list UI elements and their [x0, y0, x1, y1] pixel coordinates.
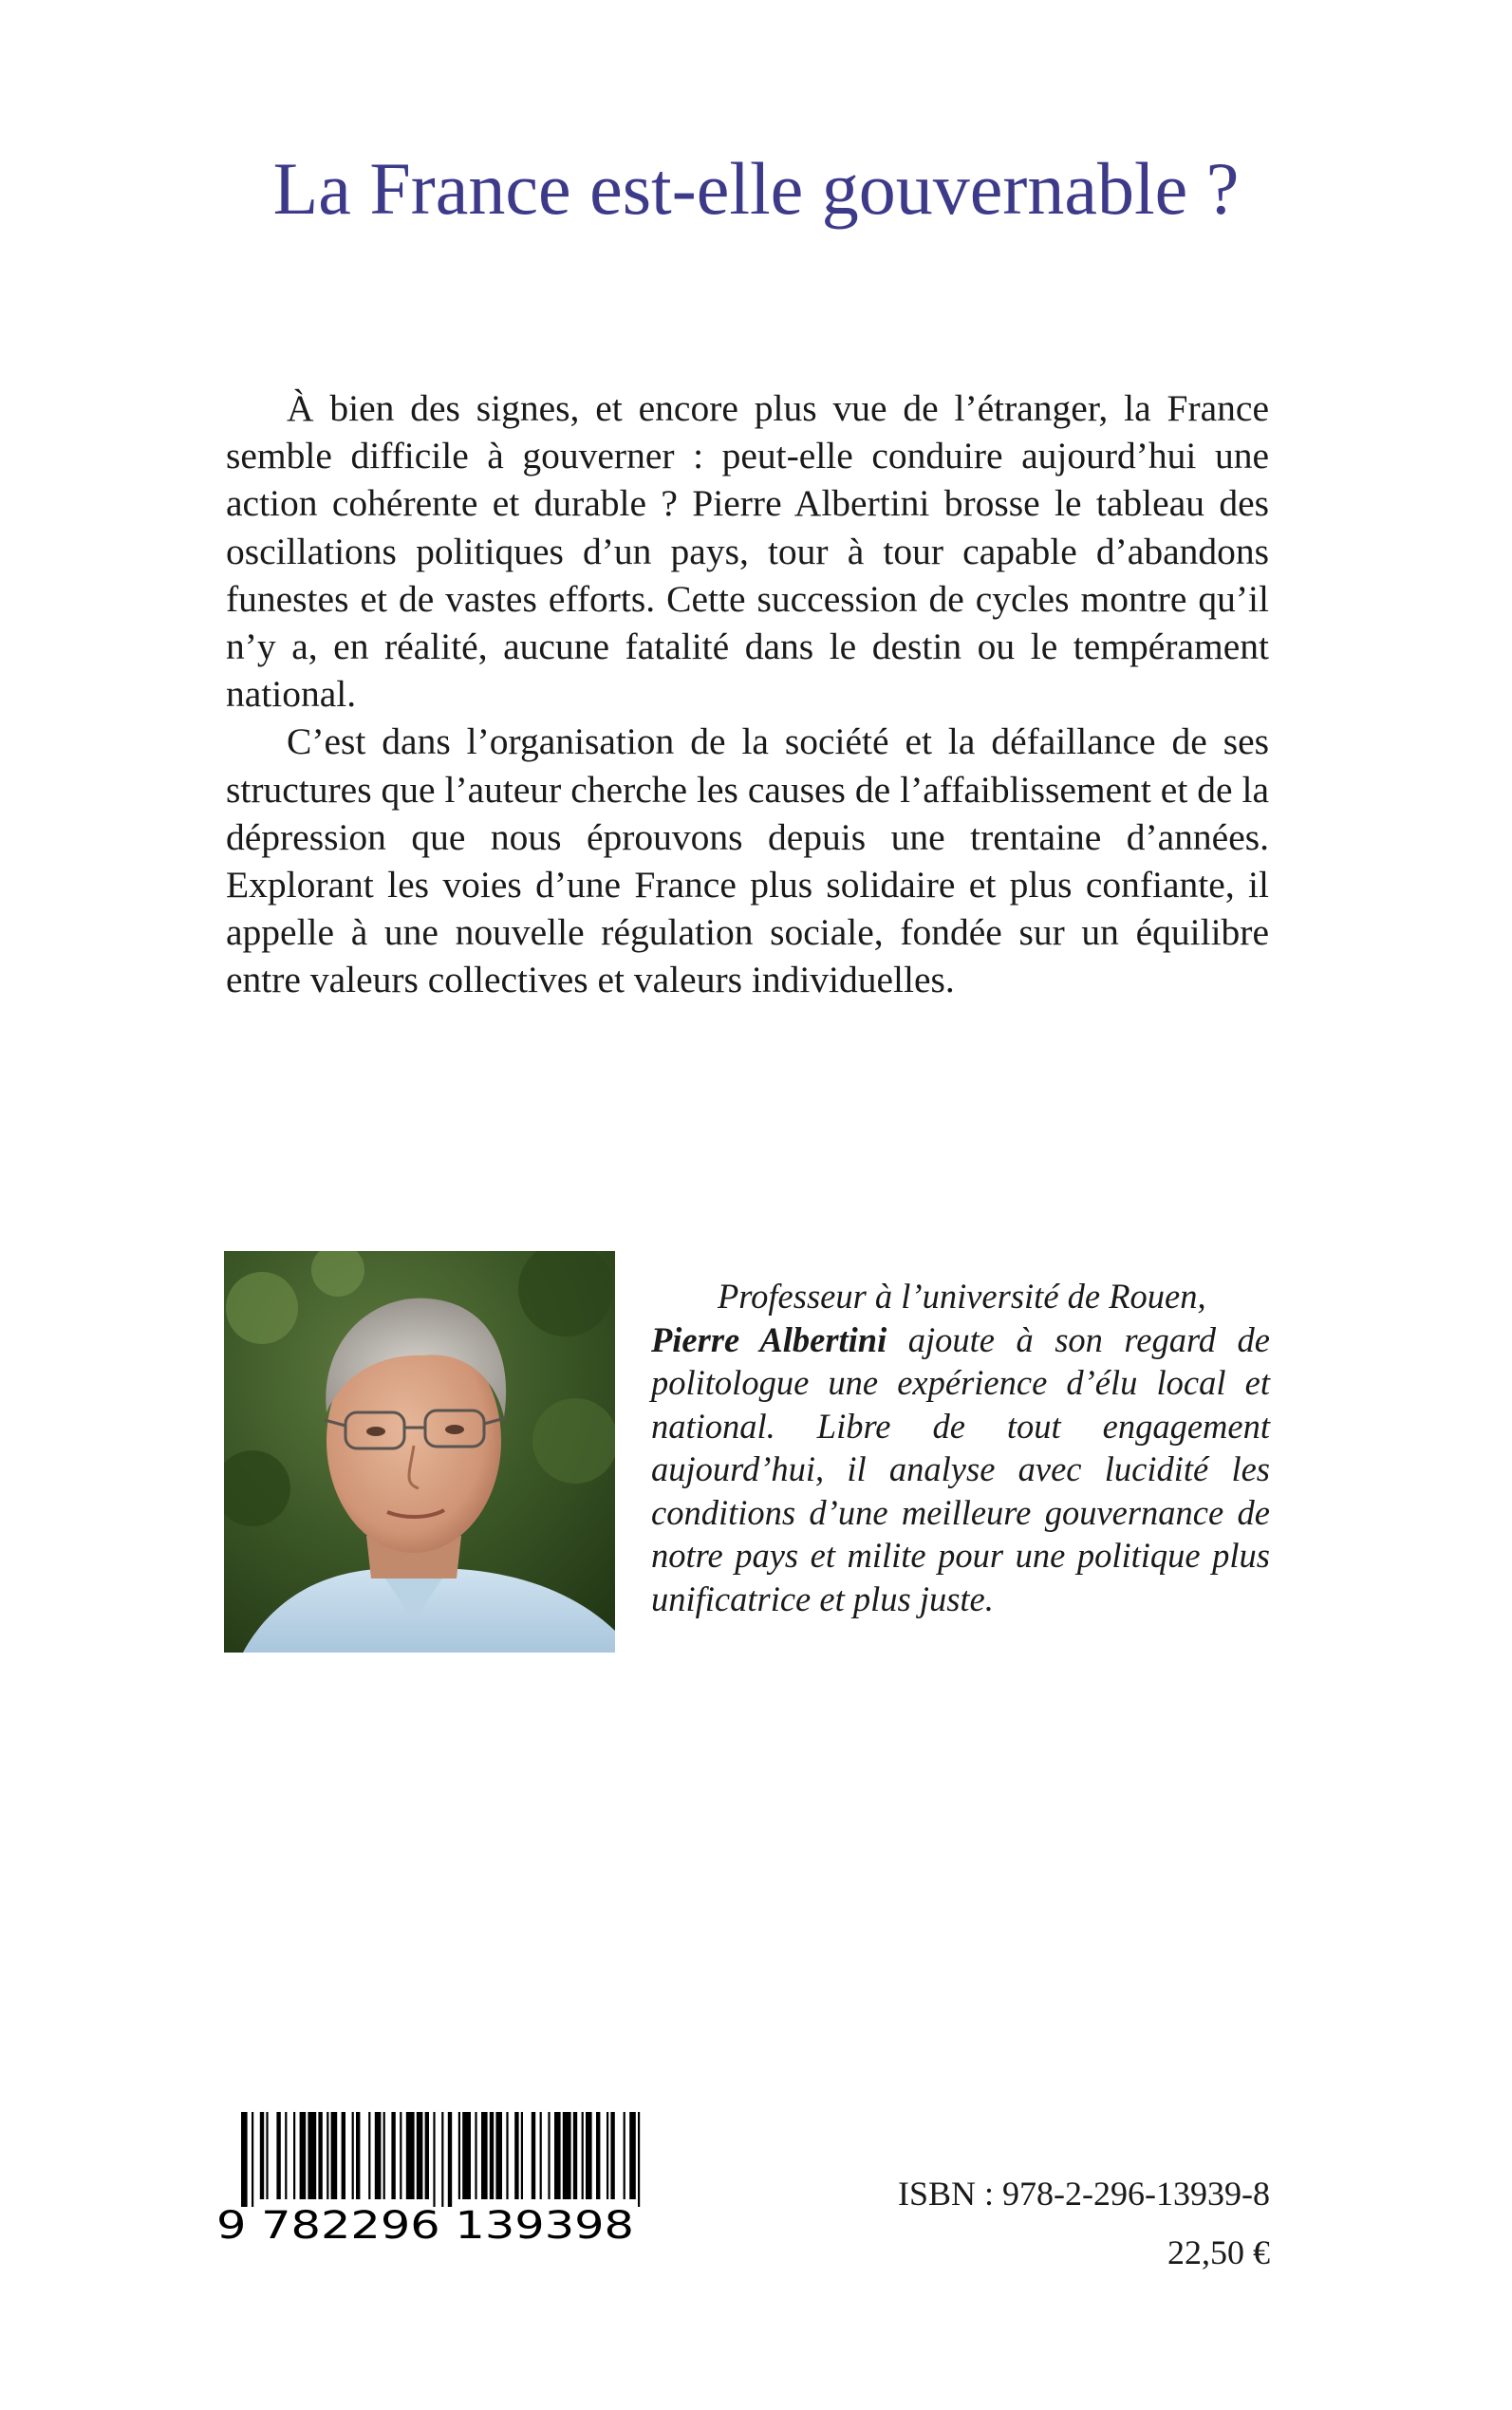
barcode-bar [375, 2112, 382, 2199]
blurb-paragraph-2: C’est dans l’organisation de la société et la défaillance de ses structures que l’auteur cherche les causes de l’affaiblissement et de la dépression que nous éprouvons depuis une trentaine d’années. Explorant les voies d’une France plus solidaire et plus confiante, il appelle à une nouvelle régulation sociale, fondée sur un équilibre entre valeurs collectives et valeurs individuelles. [226, 720, 1269, 1001]
barcode-bar [331, 2112, 338, 2199]
barcode-bar [563, 2112, 571, 2199]
barcode-bar [300, 2112, 307, 2199]
isbn-barcode [216, 2112, 648, 2240]
barcode-bar [293, 2112, 295, 2199]
barcode-bar [356, 2112, 360, 2199]
barcode-bar [383, 2112, 385, 2199]
barcode-bar [276, 2112, 280, 2199]
barcode-bar [586, 2112, 592, 2199]
price: 22,50 € [1167, 2233, 1270, 2271]
barcode-bar [327, 2112, 328, 2199]
barcode-bar [433, 2112, 435, 2207]
barcode-bar [260, 2112, 264, 2199]
barcode-bar [441, 2112, 443, 2207]
barcode-bar [573, 2112, 577, 2199]
barcode-bar [400, 2112, 401, 2199]
barcode-bar [342, 2112, 345, 2199]
bio-text: ajoute à son regard de politologue une expérience d’élu local et national. Libre de tout engagement aujourd’hui, il analyse avec lucidité les conditions d’une meilleure gouvernance de notre pays et milite pour une politique plus unificatrice et plus juste. [651, 1319, 1270, 1618]
author-photo [224, 1251, 615, 1653]
barcode-bar [448, 2112, 452, 2207]
bio-intro: Professeur à l’université de Rouen, [718, 1277, 1206, 1316]
barcode-bar [458, 2112, 460, 2199]
author-bio [651, 1275, 1270, 1620]
barcode-bar [596, 2112, 600, 2199]
barcode-digits: 9 782296 139398 [216, 2204, 634, 2240]
barcode-bar [285, 2112, 287, 2199]
barcode-bar [462, 2112, 471, 2199]
barcode-bar [540, 2112, 542, 2199]
barcode-bar [352, 2112, 354, 2199]
barcode-bar [308, 2112, 316, 2199]
barcode-bar [532, 2112, 535, 2199]
barcode-bars [241, 2112, 640, 2207]
barcode-bar [481, 2112, 488, 2199]
barcode-bar [629, 2112, 636, 2199]
barcode-bar [252, 2112, 253, 2207]
author-name: Pierre Albertini [651, 1319, 887, 1359]
barcode-bar [318, 2112, 322, 2199]
barcode-bar [425, 2112, 429, 2199]
isbn-number: ISBN : 978-2-296-13939-8 [898, 2175, 1270, 2213]
barcode-bar [514, 2112, 518, 2199]
back-cover-blurb [226, 384, 1269, 1004]
barcode-bar [241, 2112, 248, 2207]
blurb-paragraph-1: À bien des signes, et encore plus vue de l’étranger, la France semble difficile à gouverner : peut-elle conduire aujourd’hui une action cohérente et durable ? Pierre Albertini brosse le tableau des oscillations politiques d’un pays, tour à tour capable d’abandons funestes et de vastes efforts. Cette succession de cycles montre qu’il n’y a, en réalité, aucune fatalité dans le destin ou le tempérament national. [226, 387, 1269, 716]
barcode-bar [638, 2112, 640, 2207]
barcode-bar [521, 2112, 523, 2199]
barcode-bar [548, 2112, 550, 2199]
barcode-bar [495, 2112, 502, 2199]
book-title: La France est-elle gouvernable ? [272, 147, 1240, 230]
barcode-bar [554, 2112, 561, 2199]
barcode-bar [266, 2112, 268, 2199]
barcode-bar [610, 2112, 614, 2199]
barcode-bar [406, 2112, 415, 2199]
barcode-bar [582, 2112, 584, 2199]
barcode-bar [490, 2112, 494, 2199]
barcode-bar [475, 2112, 476, 2199]
barcode-bar [417, 2112, 423, 2199]
barcode-bar [368, 2112, 370, 2199]
barcode-bar [607, 2112, 608, 2199]
barcode-bar [624, 2112, 625, 2199]
barcode-bar [506, 2112, 508, 2199]
barcode-bar [391, 2112, 395, 2199]
